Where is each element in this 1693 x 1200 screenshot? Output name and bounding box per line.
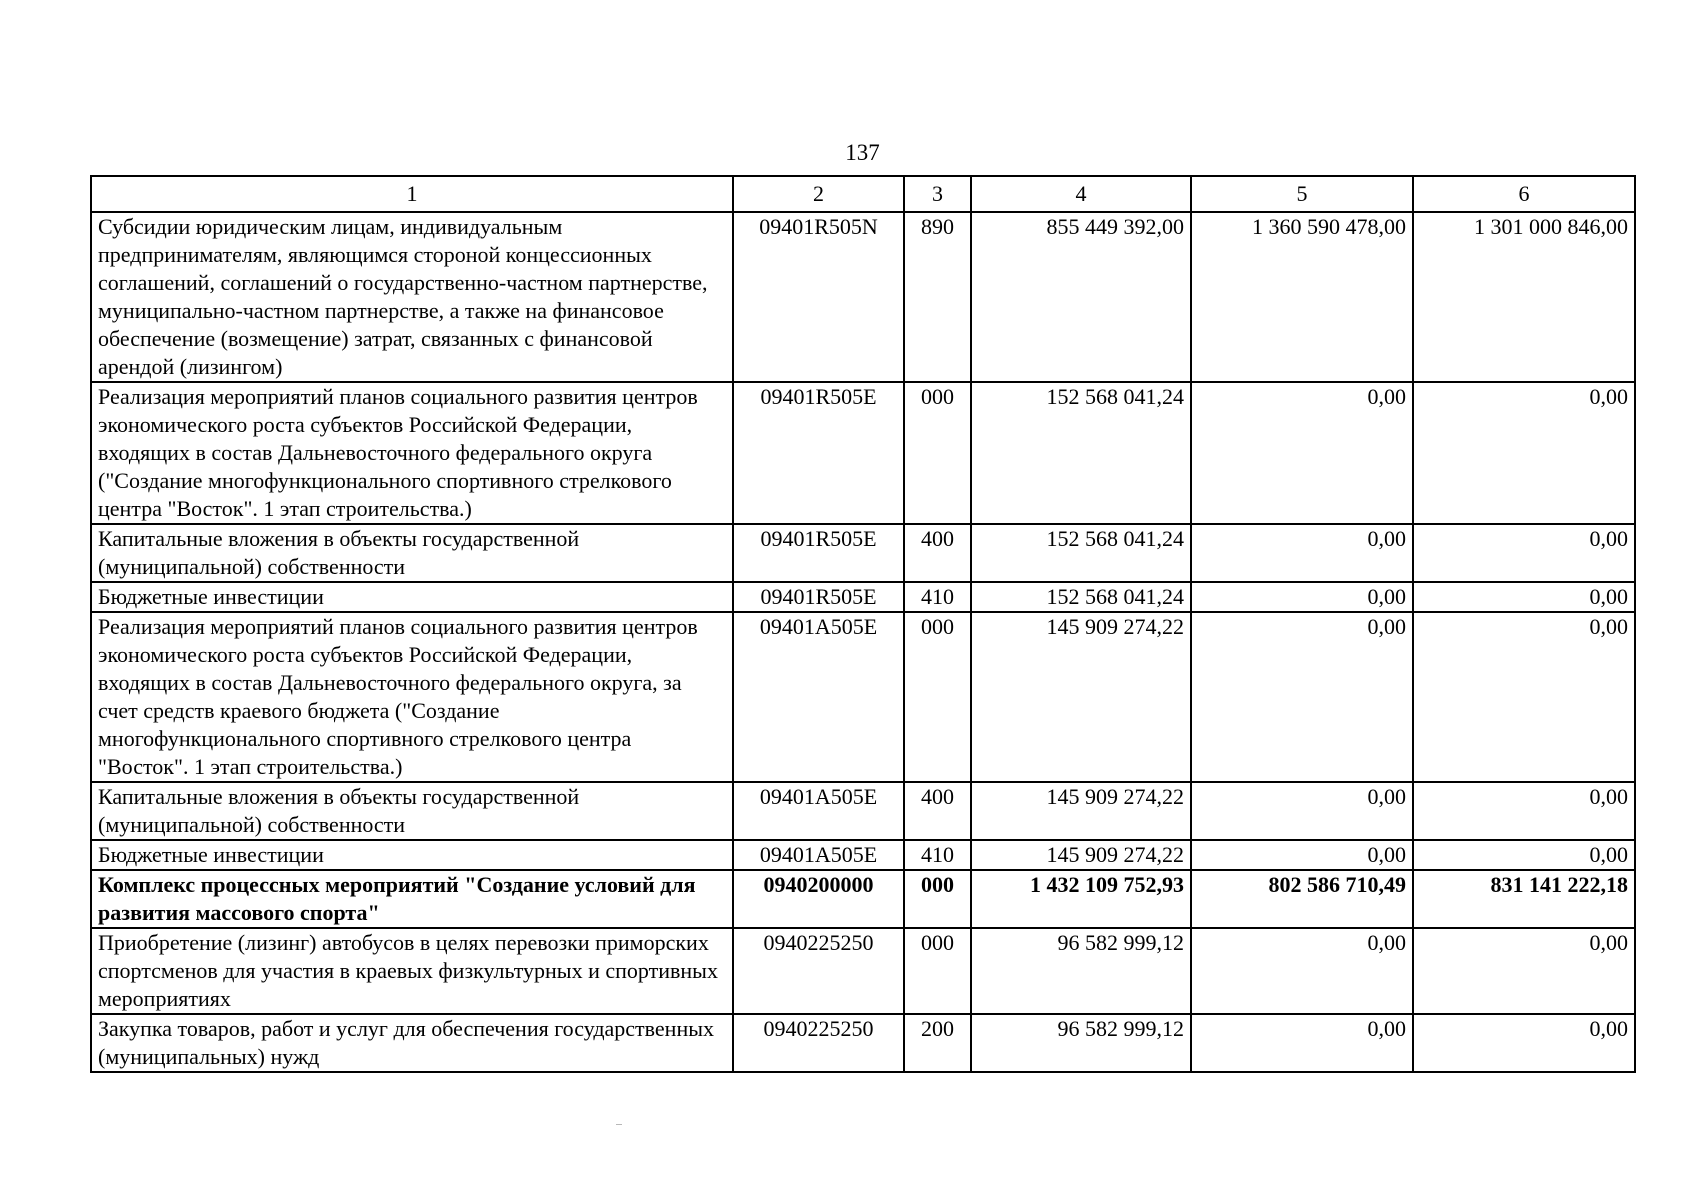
table-row xyxy=(91,928,1635,1014)
row-amount-4: 152 568 041,24 xyxy=(971,382,1191,524)
column-header-1: 1 xyxy=(91,176,733,212)
row-amount-5: 0,00 xyxy=(1191,612,1413,782)
row-amount-5: 802 586 710,49 xyxy=(1191,870,1413,928)
row-amount-6: 0,00 xyxy=(1413,582,1635,612)
row-name: Бюджетные инвестиции xyxy=(91,840,733,870)
table-row xyxy=(91,782,1635,840)
row-expense-type: 890 xyxy=(904,212,971,382)
row-code: 0940225250 xyxy=(733,1014,904,1072)
row-code: 09401A505E xyxy=(733,840,904,870)
row-amount-4: 96 582 999,12 xyxy=(971,1014,1191,1072)
table-row xyxy=(91,582,1635,612)
row-amount-4: 96 582 999,12 xyxy=(971,928,1191,1014)
row-amount-6: 0,00 xyxy=(1413,524,1635,582)
row-amount-4: 145 909 274,22 xyxy=(971,840,1191,870)
row-amount-6: 831 141 222,18 xyxy=(1413,870,1635,928)
row-amount-6: 0,00 xyxy=(1413,840,1635,870)
row-name: Комплекс процессных мероприятий "Создание условий для развития массового спорта" xyxy=(91,870,733,928)
row-code: 09401R505E xyxy=(733,382,904,524)
row-amount-6: 0,00 xyxy=(1413,928,1635,1014)
header-row xyxy=(91,176,1635,212)
row-amount-6: 0,00 xyxy=(1413,612,1635,782)
row-name: Капитальные вложения в объекты государственной (муниципальной) собственности xyxy=(91,782,733,840)
row-amount-4: 145 909 274,22 xyxy=(971,612,1191,782)
row-expense-type: 400 xyxy=(904,782,971,840)
row-name: Субсидии юридическим лицам, индивидуальным предпринимателям, являющимся стороной концессионных соглашений, соглашений о государственно-частном партнерстве, муниципально-частном партнерстве, а также на финансовое обеспечение (возмещение) затрат, связанных с финансовой арендой (лизингом) xyxy=(91,212,733,382)
row-amount-6: 1 301 000 846,00 xyxy=(1413,212,1635,382)
column-header-5: 5 xyxy=(1191,176,1413,212)
table-row xyxy=(91,382,1635,524)
row-name: Капитальные вложения в объекты государственной (муниципальной) собственности xyxy=(91,524,733,582)
scan-speck xyxy=(616,1124,622,1125)
row-amount-4: 152 568 041,24 xyxy=(971,524,1191,582)
row-amount-5: 0,00 xyxy=(1191,928,1413,1014)
row-expense-type: 000 xyxy=(904,382,971,524)
row-amount-4: 855 449 392,00 xyxy=(971,212,1191,382)
row-amount-5: 0,00 xyxy=(1191,582,1413,612)
row-code: 09401R505E xyxy=(733,582,904,612)
row-amount-4: 145 909 274,22 xyxy=(971,782,1191,840)
table-row xyxy=(91,212,1635,382)
column-header-4: 4 xyxy=(971,176,1191,212)
column-header-3: 3 xyxy=(904,176,971,212)
row-code: 0940225250 xyxy=(733,928,904,1014)
row-amount-5: 0,00 xyxy=(1191,840,1413,870)
table-row xyxy=(91,1014,1635,1072)
row-amount-5: 0,00 xyxy=(1191,1014,1413,1072)
row-amount-4: 1 432 109 752,93 xyxy=(971,870,1191,928)
row-expense-type: 000 xyxy=(904,612,971,782)
row-amount-6: 0,00 xyxy=(1413,1014,1635,1072)
row-amount-6: 0,00 xyxy=(1413,382,1635,524)
page-number: 137 xyxy=(845,140,880,165)
column-header-6: 6 xyxy=(1413,176,1635,212)
row-name: Реализация мероприятий планов социального развития центров экономического роста субъектов Российской Федерации, входящих в состав Дальневосточного федерального округа ("Создание многофункционального спортивного стрелкового центра "Восток". 1 этап строительства.) xyxy=(91,382,733,524)
table-row xyxy=(91,840,1635,870)
row-expense-type: 000 xyxy=(904,928,971,1014)
row-amount-5: 1 360 590 478,00 xyxy=(1191,212,1413,382)
row-amount-6: 0,00 xyxy=(1413,782,1635,840)
column-header-2: 2 xyxy=(733,176,904,212)
row-code: 09401R505E xyxy=(733,524,904,582)
row-name: Реализация мероприятий планов социального развития центров экономического роста субъектов Российской Федерации, входящих в состав Дальневосточного федерального округа, за счет средств краевого бюджета ("Создание многофункционального спортивного стрелкового центра "Восток". 1 этап строительства.) xyxy=(91,612,733,782)
row-expense-type: 200 xyxy=(904,1014,971,1072)
row-expense-type: 400 xyxy=(904,524,971,582)
row-name: Приобретение (лизинг) автобусов в целях перевозки приморских спортсменов для участия в краевых физкультурных и спортивных мероприятиях xyxy=(91,928,733,1014)
row-expense-type: 000 xyxy=(904,870,971,928)
budget-table xyxy=(90,175,1636,1073)
row-amount-4: 152 568 041,24 xyxy=(971,582,1191,612)
row-expense-type: 410 xyxy=(904,840,971,870)
table-row xyxy=(91,524,1635,582)
row-code: 0940200000 xyxy=(733,870,904,928)
row-name: Закупка товаров, работ и услуг для обеспечения государственных (муниципальных) нужд xyxy=(91,1014,733,1072)
row-amount-5: 0,00 xyxy=(1191,382,1413,524)
row-code: 09401A505E xyxy=(733,612,904,782)
row-amount-5: 0,00 xyxy=(1191,782,1413,840)
row-name: Бюджетные инвестиции xyxy=(91,582,733,612)
row-amount-5: 0,00 xyxy=(1191,524,1413,582)
row-code: 09401A505E xyxy=(733,782,904,840)
table-row xyxy=(91,612,1635,782)
table-row-section-total xyxy=(91,870,1635,928)
row-code: 09401R505N xyxy=(733,212,904,382)
row-expense-type: 410 xyxy=(904,582,971,612)
